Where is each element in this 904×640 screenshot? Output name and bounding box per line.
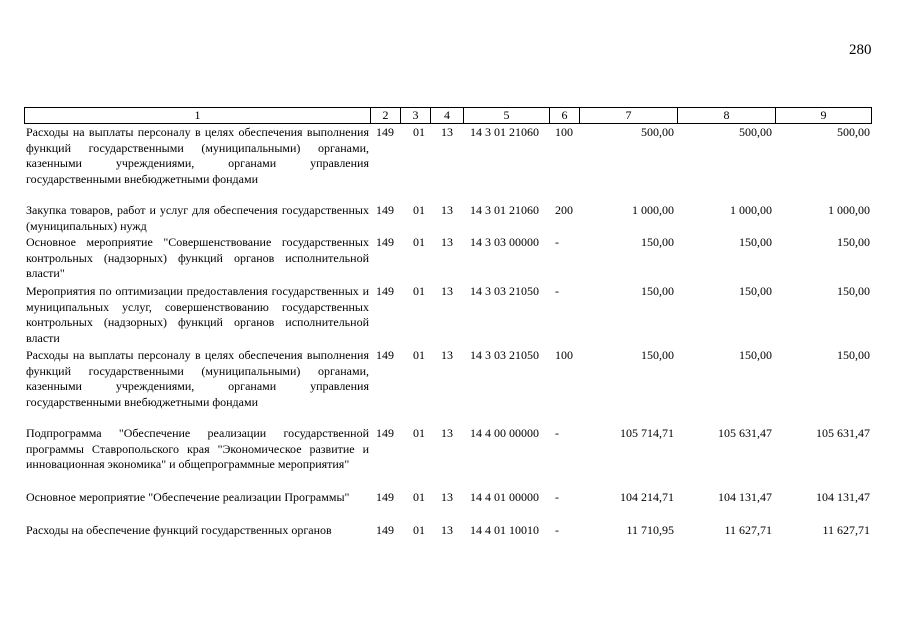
cell-target-code: 14 4 00 00000 [470, 426, 539, 440]
cell-amount-3: 150,00 [837, 284, 870, 298]
cell-target-code: 14 4 01 10010 [470, 523, 539, 537]
cell-ministry: 149 [376, 125, 394, 139]
cell-amount-1: 150,00 [641, 284, 674, 298]
header-col-8: 8 [678, 108, 776, 123]
header-col-2: 2 [371, 108, 401, 123]
header-col-7: 7 [580, 108, 678, 123]
row-description: Расходы на выплаты персоналу в целях обеспечения выполнения функций государственными (муниципальными) органами, казенными учреждениями, органами управления государственными внебюджетными фондами [26, 125, 369, 186]
cell-subsection: 13 [441, 490, 453, 504]
header-col-5: 5 [464, 108, 550, 123]
cell-ministry: 149 [376, 284, 394, 298]
row-description: Закупка товаров, работ и услуг для обеспечения государственных (муниципальных) нужд [26, 203, 369, 233]
header-col-9: 9 [820, 108, 827, 122]
cell-amount-2: 1 000,00 [730, 203, 772, 217]
header-col-1: 1 [25, 108, 371, 123]
cell-amount-2: 150,00 [739, 284, 772, 298]
row-description: Основное мероприятие "Совершенствование государственных контрольных (надзорных) функций органов исполнительной власти" [26, 235, 369, 280]
cell-target-code: 14 3 01 21060 [470, 125, 539, 139]
cell-expense-type: 100 [555, 348, 573, 362]
cell-amount-1: 500,00 [641, 125, 674, 139]
cell-amount-2: 11 627,71 [724, 523, 772, 537]
header-col-3: 3 [401, 108, 431, 123]
cell-subsection: 13 [441, 348, 453, 362]
cell-section: 01 [413, 203, 425, 217]
cell-section: 01 [413, 490, 425, 504]
cell-amount-3: 1 000,00 [828, 203, 870, 217]
cell-target-code: 14 3 03 21050 [470, 284, 539, 298]
cell-amount-3: 150,00 [837, 348, 870, 362]
cell-subsection: 13 [441, 284, 453, 298]
cell-amount-3: 150,00 [837, 235, 870, 249]
cell-amount-2: 150,00 [739, 348, 772, 362]
cell-amount-1: 105 714,71 [620, 426, 674, 440]
cell-expense-type: 200 [555, 203, 573, 217]
cell-amount-2: 104 131,47 [718, 490, 772, 504]
cell-ministry: 149 [376, 348, 394, 362]
cell-subsection: 13 [441, 203, 453, 217]
cell-amount-1: 150,00 [641, 348, 674, 362]
cell-target-code: 14 3 01 21060 [470, 203, 539, 217]
cell-target-code: 14 3 03 00000 [470, 235, 539, 249]
cell-target-code: 14 4 01 00000 [470, 490, 539, 504]
header-col-6: 6 [550, 108, 580, 123]
cell-ministry: 149 [376, 426, 394, 440]
cell-expense-type: - [555, 235, 559, 249]
cell-expense-type: 100 [555, 125, 573, 139]
row-description: Подпрограмма "Обеспечение реализации государственной программы Ставропольского края "Экономическое развитие и инновационная экономика" и общепрограммные мероприятия" [26, 426, 369, 471]
cell-amount-1: 104 214,71 [620, 490, 674, 504]
cell-expense-type: - [555, 284, 559, 298]
cell-ministry: 149 [376, 523, 394, 537]
cell-target-code: 14 3 03 21050 [470, 348, 539, 362]
cell-ministry: 149 [376, 235, 394, 249]
row-description: Расходы на выплаты персоналу в целях обеспечения выполнения функций государственными (муниципальными) органами, казенными учреждениями, органами управления государственными внебюджетными фондами [26, 348, 369, 409]
header-col-4: 4 [431, 108, 464, 123]
cell-amount-3: 11 627,71 [822, 523, 870, 537]
cell-subsection: 13 [441, 125, 453, 139]
cell-section: 01 [413, 284, 425, 298]
cell-expense-type: - [555, 523, 559, 537]
cell-amount-1: 150,00 [641, 235, 674, 249]
cell-ministry: 149 [376, 203, 394, 217]
table-header [24, 107, 872, 124]
cell-expense-type: - [555, 426, 559, 440]
cell-amount-1: 1 000,00 [632, 203, 674, 217]
cell-subsection: 13 [441, 235, 453, 249]
cell-ministry: 149 [376, 490, 394, 504]
cell-amount-2: 150,00 [739, 235, 772, 249]
cell-section: 01 [413, 348, 425, 362]
cell-amount-3: 500,00 [837, 125, 870, 139]
row-description: Основное мероприятие "Обеспечение реализации Программы" [26, 490, 350, 504]
row-description: Расходы на обеспечение функций государственных органов [26, 523, 332, 537]
row-description: Мероприятия по оптимизации предоставления государственных и муниципальных услуг, совершенствованию государственных контрольных (надзорных) функций органов исполнительной власти [26, 284, 369, 345]
cell-subsection: 13 [441, 523, 453, 537]
cell-amount-3: 104 131,47 [816, 490, 870, 504]
cell-amount-3: 105 631,47 [816, 426, 870, 440]
cell-section: 01 [413, 125, 425, 139]
cell-amount-2: 105 631,47 [718, 426, 772, 440]
cell-section: 01 [413, 523, 425, 537]
cell-amount-1: 11 710,95 [626, 523, 674, 537]
cell-expense-type: - [555, 490, 559, 504]
cell-subsection: 13 [441, 426, 453, 440]
cell-section: 01 [413, 235, 425, 249]
cell-section: 01 [413, 426, 425, 440]
page-number: 280 [849, 42, 872, 58]
cell-amount-2: 500,00 [739, 125, 772, 139]
